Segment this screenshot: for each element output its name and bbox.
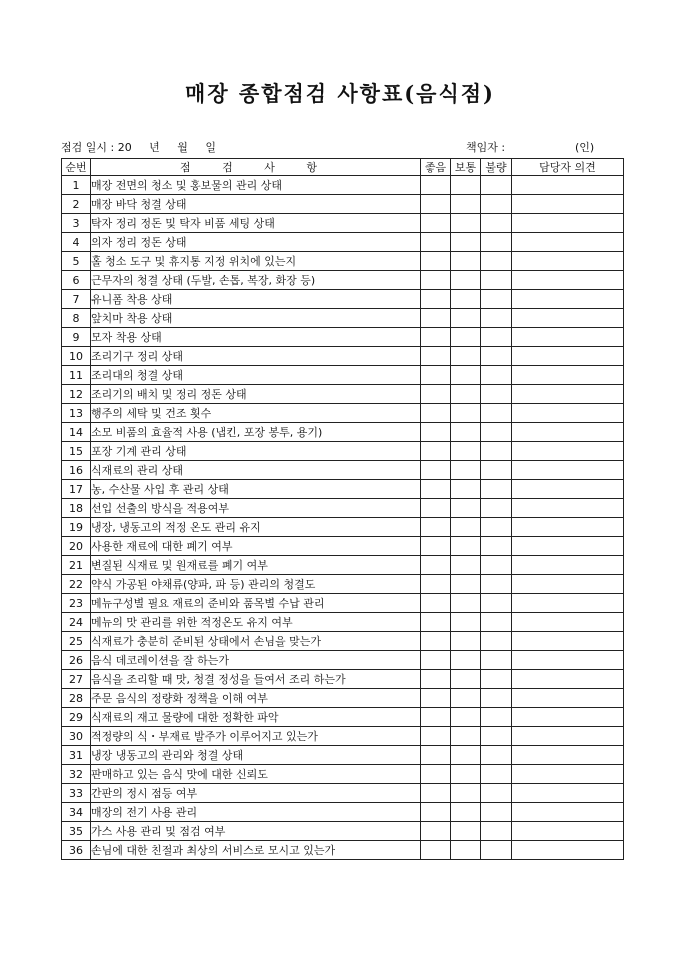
opinion-cell[interactable] bbox=[512, 366, 624, 385]
row-number: 32 bbox=[62, 765, 91, 784]
check-cell-bad[interactable] bbox=[481, 366, 512, 385]
row-number: 4 bbox=[62, 233, 91, 252]
row-item-text: 조리대의 청결 상태 bbox=[91, 366, 421, 385]
check-cell-bad[interactable] bbox=[481, 537, 512, 556]
check-cell-good[interactable] bbox=[421, 385, 451, 404]
check-cell-bad[interactable] bbox=[481, 233, 512, 252]
opinion-cell[interactable] bbox=[512, 423, 624, 442]
opinion-cell[interactable] bbox=[512, 347, 624, 366]
table-row bbox=[62, 727, 624, 746]
table-row bbox=[62, 518, 624, 537]
check-cell-bad[interactable] bbox=[481, 784, 512, 803]
check-cell-normal[interactable] bbox=[451, 195, 481, 214]
check-cell-good[interactable] bbox=[421, 708, 451, 727]
row-number: 27 bbox=[62, 670, 91, 689]
table-row bbox=[62, 784, 624, 803]
check-cell-good[interactable] bbox=[421, 746, 451, 765]
check-cell-bad[interactable] bbox=[481, 575, 512, 594]
table-row bbox=[62, 214, 624, 233]
check-cell-normal[interactable] bbox=[451, 290, 481, 309]
opinion-cell[interactable] bbox=[512, 309, 624, 328]
check-cell-good[interactable] bbox=[421, 366, 451, 385]
check-cell-normal[interactable] bbox=[451, 822, 481, 841]
row-number: 10 bbox=[62, 347, 91, 366]
opinion-cell[interactable] bbox=[512, 195, 624, 214]
table-row bbox=[62, 309, 624, 328]
row-item-text: 조리기의 배치 및 정리 정돈 상태 bbox=[91, 385, 421, 404]
check-cell-normal[interactable] bbox=[451, 537, 481, 556]
opinion-cell[interactable] bbox=[512, 233, 624, 252]
row-number: 18 bbox=[62, 499, 91, 518]
check-cell-bad[interactable] bbox=[481, 252, 512, 271]
opinion-cell[interactable] bbox=[512, 689, 624, 708]
row-number: 26 bbox=[62, 651, 91, 670]
opinion-cell[interactable] bbox=[512, 404, 624, 423]
check-cell-bad[interactable] bbox=[481, 689, 512, 708]
opinion-cell[interactable] bbox=[512, 442, 624, 461]
table-row bbox=[62, 366, 624, 385]
table-row bbox=[62, 708, 624, 727]
check-cell-normal[interactable] bbox=[451, 347, 481, 366]
opinion-cell[interactable] bbox=[512, 803, 624, 822]
row-item-text: 유니폼 착용 상태 bbox=[91, 290, 421, 309]
row-item-text: 냉장, 냉동고의 적정 온도 관리 유지 bbox=[91, 518, 421, 537]
check-cell-normal[interactable] bbox=[451, 499, 481, 518]
check-cell-bad[interactable] bbox=[481, 632, 512, 651]
opinion-cell[interactable] bbox=[512, 841, 624, 860]
row-number: 5 bbox=[62, 252, 91, 271]
check-cell-bad[interactable] bbox=[481, 613, 512, 632]
check-cell-bad[interactable] bbox=[481, 822, 512, 841]
opinion-cell[interactable] bbox=[512, 765, 624, 784]
check-cell-good[interactable] bbox=[421, 404, 451, 423]
check-cell-normal[interactable] bbox=[451, 309, 481, 328]
check-cell-normal[interactable] bbox=[451, 613, 481, 632]
check-cell-normal[interactable] bbox=[451, 841, 481, 860]
row-item-text: 농, 수산물 사입 후 관리 상태 bbox=[91, 480, 421, 499]
row-number: 14 bbox=[62, 423, 91, 442]
manager-signature-line: 책임자 : (인) bbox=[466, 141, 595, 154]
check-cell-bad[interactable] bbox=[481, 347, 512, 366]
row-item-text: 약식 가공된 야채류(양파, 파 등) 관리의 청결도 bbox=[91, 575, 421, 594]
table-row bbox=[62, 537, 624, 556]
check-cell-bad[interactable] bbox=[481, 385, 512, 404]
table-row bbox=[62, 556, 624, 575]
check-cell-good[interactable] bbox=[421, 803, 451, 822]
check-cell-normal[interactable] bbox=[451, 670, 481, 689]
row-number: 21 bbox=[62, 556, 91, 575]
check-cell-bad[interactable] bbox=[481, 214, 512, 233]
row-item-text: 메뉴의 맛 관리를 위한 적정온도 유지 여부 bbox=[91, 613, 421, 632]
table-row bbox=[62, 461, 624, 480]
check-cell-bad[interactable] bbox=[481, 309, 512, 328]
opinion-cell[interactable] bbox=[512, 727, 624, 746]
table-row bbox=[62, 746, 624, 765]
check-cell-good[interactable] bbox=[421, 442, 451, 461]
check-cell-bad[interactable] bbox=[481, 423, 512, 442]
table-row bbox=[62, 233, 624, 252]
check-cell-normal[interactable] bbox=[451, 442, 481, 461]
table-row bbox=[62, 442, 624, 461]
row-number: 12 bbox=[62, 385, 91, 404]
row-number: 1 bbox=[62, 176, 91, 195]
check-cell-normal[interactable] bbox=[451, 423, 481, 442]
check-cell-good[interactable] bbox=[421, 214, 451, 233]
check-cell-bad[interactable] bbox=[481, 594, 512, 613]
check-cell-normal[interactable] bbox=[451, 385, 481, 404]
check-cell-bad[interactable] bbox=[481, 290, 512, 309]
row-number: 17 bbox=[62, 480, 91, 499]
check-cell-bad[interactable] bbox=[481, 518, 512, 537]
check-cell-good[interactable] bbox=[421, 423, 451, 442]
table-row bbox=[62, 499, 624, 518]
opinion-cell[interactable] bbox=[512, 537, 624, 556]
opinion-cell[interactable] bbox=[512, 784, 624, 803]
opinion-cell[interactable] bbox=[512, 290, 624, 309]
row-item-text: 사용한 재료에 대한 폐기 여부 bbox=[91, 537, 421, 556]
opinion-cell[interactable] bbox=[512, 632, 624, 651]
check-cell-normal[interactable] bbox=[451, 765, 481, 784]
check-cell-good[interactable] bbox=[421, 689, 451, 708]
row-number: 19 bbox=[62, 518, 91, 537]
table-body bbox=[62, 176, 624, 860]
table-row bbox=[62, 575, 624, 594]
row-item-text: 음식 데코레이션을 잘 하는가 bbox=[91, 651, 421, 670]
row-item-text: 음식을 조리할 때 맛, 청결 정성을 들여서 조리 하는가 bbox=[91, 670, 421, 689]
header-opinion: 담당자 의견 bbox=[512, 159, 624, 176]
check-cell-normal[interactable] bbox=[451, 746, 481, 765]
row-number: 22 bbox=[62, 575, 91, 594]
opinion-cell[interactable] bbox=[512, 822, 624, 841]
header-bad: 불량 bbox=[481, 159, 512, 176]
check-cell-bad[interactable] bbox=[481, 480, 512, 499]
check-cell-good[interactable] bbox=[421, 841, 451, 860]
row-item-text: 선입 선출의 방식을 적용여부 bbox=[91, 499, 421, 518]
check-cell-normal[interactable] bbox=[451, 176, 481, 195]
check-cell-normal[interactable] bbox=[451, 556, 481, 575]
check-cell-normal[interactable] bbox=[451, 252, 481, 271]
check-cell-normal[interactable] bbox=[451, 803, 481, 822]
table-row bbox=[62, 689, 624, 708]
row-number: 25 bbox=[62, 632, 91, 651]
check-cell-good[interactable] bbox=[421, 784, 451, 803]
check-cell-good[interactable] bbox=[421, 651, 451, 670]
opinion-cell[interactable] bbox=[512, 328, 624, 347]
row-number: 8 bbox=[62, 309, 91, 328]
table-row bbox=[62, 423, 624, 442]
check-cell-normal[interactable] bbox=[451, 271, 481, 290]
opinion-cell[interactable] bbox=[512, 613, 624, 632]
table-row bbox=[62, 480, 624, 499]
row-item-text: 판매하고 있는 음식 맛에 대한 신뢰도 bbox=[91, 765, 421, 784]
check-cell-normal[interactable] bbox=[451, 461, 481, 480]
row-item-text: 의자 정리 정돈 상태 bbox=[91, 233, 421, 252]
row-item-text: 조리기구 정리 상태 bbox=[91, 347, 421, 366]
row-item-text: 근무자의 청결 상태 (두발, 손톱, 복장, 화장 등) bbox=[91, 271, 421, 290]
check-cell-bad[interactable] bbox=[481, 499, 512, 518]
row-number: 33 bbox=[62, 784, 91, 803]
check-cell-bad[interactable] bbox=[481, 803, 512, 822]
check-cell-bad[interactable] bbox=[481, 670, 512, 689]
table-row bbox=[62, 290, 624, 309]
check-cell-good[interactable] bbox=[421, 613, 451, 632]
check-cell-normal[interactable] bbox=[451, 784, 481, 803]
row-number: 9 bbox=[62, 328, 91, 347]
check-cell-normal[interactable] bbox=[451, 366, 481, 385]
check-cell-good[interactable] bbox=[421, 727, 451, 746]
check-cell-normal[interactable] bbox=[451, 689, 481, 708]
check-cell-bad[interactable] bbox=[481, 841, 512, 860]
row-number: 36 bbox=[62, 841, 91, 860]
opinion-cell[interactable] bbox=[512, 252, 624, 271]
check-cell-bad[interactable] bbox=[481, 442, 512, 461]
row-item-text: 모자 착용 상태 bbox=[91, 328, 421, 347]
header-good: 좋음 bbox=[421, 159, 451, 176]
opinion-cell[interactable] bbox=[512, 480, 624, 499]
inspection-table bbox=[61, 158, 624, 860]
check-cell-good[interactable] bbox=[421, 518, 451, 537]
row-item-text: 손님에 대한 친절과 최상의 서비스로 모시고 있는가 bbox=[91, 841, 421, 860]
check-cell-bad[interactable] bbox=[481, 404, 512, 423]
check-cell-good[interactable] bbox=[421, 290, 451, 309]
row-item-text: 간판의 정시 점등 여부 bbox=[91, 784, 421, 803]
table-row bbox=[62, 765, 624, 784]
check-cell-good[interactable] bbox=[421, 309, 451, 328]
row-item-text: 적정량의 식・부재료 발주가 이루어지고 있는가 bbox=[91, 727, 421, 746]
table-row bbox=[62, 803, 624, 822]
check-cell-normal[interactable] bbox=[451, 404, 481, 423]
table-row bbox=[62, 195, 624, 214]
opinion-cell[interactable] bbox=[512, 746, 624, 765]
opinion-cell[interactable] bbox=[512, 271, 624, 290]
opinion-cell[interactable] bbox=[512, 385, 624, 404]
row-number: 16 bbox=[62, 461, 91, 480]
check-cell-good[interactable] bbox=[421, 575, 451, 594]
opinion-cell[interactable] bbox=[512, 499, 624, 518]
row-item-text: 주문 음식의 정량화 정책을 이해 여부 bbox=[91, 689, 421, 708]
opinion-cell[interactable] bbox=[512, 214, 624, 233]
check-cell-normal[interactable] bbox=[451, 518, 481, 537]
row-item-text: 앞치마 착용 상태 bbox=[91, 309, 421, 328]
check-cell-bad[interactable] bbox=[481, 556, 512, 575]
check-cell-good[interactable] bbox=[421, 271, 451, 290]
check-cell-bad[interactable] bbox=[481, 461, 512, 480]
header-no: 순번 bbox=[62, 159, 91, 176]
opinion-cell[interactable] bbox=[512, 518, 624, 537]
table-row bbox=[62, 385, 624, 404]
opinion-cell[interactable] bbox=[512, 461, 624, 480]
check-cell-normal[interactable] bbox=[451, 632, 481, 651]
check-cell-bad[interactable] bbox=[481, 746, 512, 765]
check-cell-bad[interactable] bbox=[481, 195, 512, 214]
row-number: 24 bbox=[62, 613, 91, 632]
check-cell-normal[interactable] bbox=[451, 651, 481, 670]
table-row bbox=[62, 328, 624, 347]
table-row bbox=[62, 822, 624, 841]
row-item-text: 식재료가 충분히 준비된 상태에서 손님을 맞는가 bbox=[91, 632, 421, 651]
table-row bbox=[62, 594, 624, 613]
opinion-cell[interactable] bbox=[512, 670, 624, 689]
row-item-text: 행주의 세탁 및 건조 횟수 bbox=[91, 404, 421, 423]
header-normal: 보통 bbox=[451, 159, 481, 176]
check-cell-bad[interactable] bbox=[481, 708, 512, 727]
check-cell-normal[interactable] bbox=[451, 708, 481, 727]
check-cell-good[interactable] bbox=[421, 480, 451, 499]
row-item-text: 변질된 식재료 및 원재료를 폐기 여부 bbox=[91, 556, 421, 575]
table-row bbox=[62, 271, 624, 290]
row-item-text: 냉장 냉동고의 관리와 청결 상태 bbox=[91, 746, 421, 765]
page-title: 매장 종합점검 사항표(음식점) bbox=[185, 81, 495, 106]
row-item-text: 포장 기계 관리 상태 bbox=[91, 442, 421, 461]
opinion-cell[interactable] bbox=[512, 594, 624, 613]
row-number: 6 bbox=[62, 271, 91, 290]
row-item-text: 매장 전면의 청소 및 홍보물의 관리 상태 bbox=[91, 176, 421, 195]
check-cell-bad[interactable] bbox=[481, 328, 512, 347]
check-cell-good[interactable] bbox=[421, 461, 451, 480]
opinion-cell[interactable] bbox=[512, 556, 624, 575]
check-cell-good[interactable] bbox=[421, 499, 451, 518]
opinion-cell[interactable] bbox=[512, 651, 624, 670]
row-number: 28 bbox=[62, 689, 91, 708]
check-cell-good[interactable] bbox=[421, 176, 451, 195]
check-cell-good[interactable] bbox=[421, 670, 451, 689]
row-number: 7 bbox=[62, 290, 91, 309]
check-cell-normal[interactable] bbox=[451, 575, 481, 594]
row-number: 20 bbox=[62, 537, 91, 556]
check-cell-bad[interactable] bbox=[481, 176, 512, 195]
row-number: 31 bbox=[62, 746, 91, 765]
table-header-row bbox=[62, 159, 624, 176]
opinion-cell[interactable] bbox=[512, 575, 624, 594]
inspection-date-line: 점검 일시 : 20 년 월 일 bbox=[61, 141, 217, 154]
table-row bbox=[62, 841, 624, 860]
check-cell-normal[interactable] bbox=[451, 727, 481, 746]
opinion-cell[interactable] bbox=[512, 176, 624, 195]
check-cell-good[interactable] bbox=[421, 328, 451, 347]
check-cell-bad[interactable] bbox=[481, 651, 512, 670]
row-number: 3 bbox=[62, 214, 91, 233]
table-row bbox=[62, 613, 624, 632]
table-row bbox=[62, 252, 624, 271]
opinion-cell[interactable] bbox=[512, 708, 624, 727]
table-row bbox=[62, 404, 624, 423]
check-cell-good[interactable] bbox=[421, 822, 451, 841]
row-number: 23 bbox=[62, 594, 91, 613]
check-cell-normal[interactable] bbox=[451, 594, 481, 613]
row-item-text: 메뉴구성별 필요 재료의 준비와 품목별 수납 관리 bbox=[91, 594, 421, 613]
row-item-text: 식재료의 재고 물량에 대한 정확한 파악 bbox=[91, 708, 421, 727]
check-cell-good[interactable] bbox=[421, 594, 451, 613]
row-item-text: 식재료의 관리 상태 bbox=[91, 461, 421, 480]
row-number: 29 bbox=[62, 708, 91, 727]
table-row bbox=[62, 632, 624, 651]
header-items: 점 검 사 항 bbox=[91, 159, 421, 176]
table-row bbox=[62, 176, 624, 195]
table-row bbox=[62, 347, 624, 366]
row-item-text: 홀 청소 도구 및 휴지통 지정 위치에 있는지 bbox=[91, 252, 421, 271]
check-cell-bad[interactable] bbox=[481, 271, 512, 290]
row-number: 35 bbox=[62, 822, 91, 841]
check-cell-good[interactable] bbox=[421, 347, 451, 366]
check-cell-normal[interactable] bbox=[451, 214, 481, 233]
row-item-text: 매장의 전기 사용 관리 bbox=[91, 803, 421, 822]
row-item-text: 매장 바닥 청결 상태 bbox=[91, 195, 421, 214]
row-number: 15 bbox=[62, 442, 91, 461]
check-cell-normal[interactable] bbox=[451, 480, 481, 499]
row-number: 34 bbox=[62, 803, 91, 822]
row-number: 11 bbox=[62, 366, 91, 385]
row-item-text: 가스 사용 관리 및 점검 여부 bbox=[91, 822, 421, 841]
check-cell-good[interactable] bbox=[421, 632, 451, 651]
table-row bbox=[62, 651, 624, 670]
table-row bbox=[62, 670, 624, 689]
row-number: 13 bbox=[62, 404, 91, 423]
check-cell-good[interactable] bbox=[421, 195, 451, 214]
check-cell-good[interactable] bbox=[421, 233, 451, 252]
check-cell-bad[interactable] bbox=[481, 765, 512, 784]
row-number: 30 bbox=[62, 727, 91, 746]
row-item-text: 소모 비품의 효율적 사용 (냅킨, 포장 봉투, 용기) bbox=[91, 423, 421, 442]
check-cell-good[interactable] bbox=[421, 556, 451, 575]
row-number: 2 bbox=[62, 195, 91, 214]
row-item-text: 탁자 정리 정돈 및 탁자 비품 세팅 상태 bbox=[91, 214, 421, 233]
check-cell-good[interactable] bbox=[421, 537, 451, 556]
check-cell-normal[interactable] bbox=[451, 233, 481, 252]
check-cell-good[interactable] bbox=[421, 765, 451, 784]
check-cell-bad[interactable] bbox=[481, 727, 512, 746]
check-cell-normal[interactable] bbox=[451, 328, 481, 347]
check-cell-good[interactable] bbox=[421, 252, 451, 271]
